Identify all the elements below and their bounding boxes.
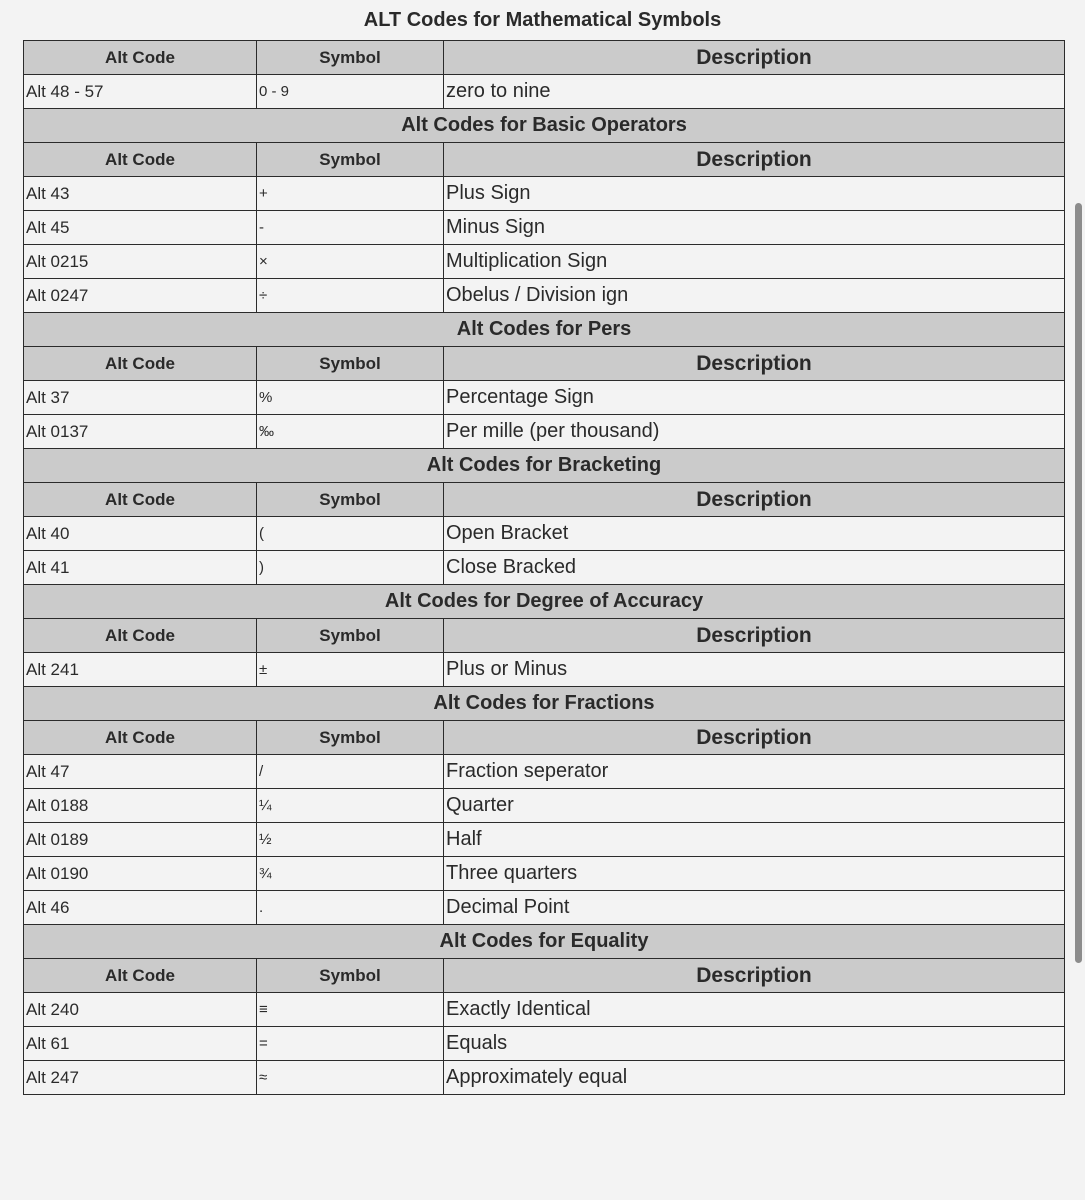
column-header-description: Description (444, 347, 1065, 381)
symbol-cell: 0 - 9 (257, 75, 444, 109)
section-title-row (24, 313, 1065, 347)
alt-code-cell: Alt 247 (24, 1061, 257, 1095)
alt-code-cell: Alt 61 (24, 1027, 257, 1061)
section-title: Alt Codes for Pers (24, 313, 1065, 347)
column-header-row (24, 41, 1065, 75)
column-header-alt-code: Alt Code (24, 619, 257, 653)
alt-code-cell: Alt 45 (24, 211, 257, 245)
column-header-symbol: Symbol (257, 959, 444, 993)
table-row (24, 653, 1065, 687)
column-header-row (24, 347, 1065, 381)
alt-code-cell: Alt 0215 (24, 245, 257, 279)
symbol-cell: × (257, 245, 444, 279)
column-header-description: Description (444, 483, 1065, 517)
column-header-description: Description (444, 721, 1065, 755)
table-row (24, 517, 1065, 551)
alt-code-cell: Alt 0247 (24, 279, 257, 313)
alt-codes-table (23, 40, 1065, 1095)
symbol-cell: ≡ (257, 993, 444, 1027)
description-cell: Plus or Minus (444, 653, 1065, 687)
table-row (24, 415, 1065, 449)
alt-code-cell: Alt 240 (24, 993, 257, 1027)
alt-code-cell: Alt 41 (24, 551, 257, 585)
column-header-symbol: Symbol (257, 483, 444, 517)
alt-code-cell: Alt 0137 (24, 415, 257, 449)
table-row (24, 891, 1065, 925)
section-title: Alt Codes for Basic Operators (24, 109, 1065, 143)
symbol-cell: / (257, 755, 444, 789)
description-cell: Exactly Identical (444, 993, 1065, 1027)
scrollbar-thumb[interactable] (1075, 203, 1082, 963)
table-row (24, 75, 1065, 109)
column-header-row (24, 959, 1065, 993)
alt-code-cell: Alt 0188 (24, 789, 257, 823)
description-cell: Multiplication Sign (444, 245, 1065, 279)
description-cell: Plus Sign (444, 177, 1065, 211)
alt-code-cell: Alt 47 (24, 755, 257, 789)
description-cell: Close Bracked (444, 551, 1065, 585)
section-title-row (24, 925, 1065, 959)
section-title: Alt Codes for Degree of Accuracy (24, 585, 1065, 619)
table-row (24, 177, 1065, 211)
column-header-symbol: Symbol (257, 347, 444, 381)
column-header-row (24, 143, 1065, 177)
column-header-alt-code: Alt Code (24, 347, 257, 381)
section-title-row (24, 585, 1065, 619)
page-title: ALT Codes for Mathematical Symbols (363, 9, 722, 31)
symbol-cell: ½ (257, 823, 444, 857)
column-header-description: Description (444, 143, 1065, 177)
description-cell: Equals (444, 1027, 1065, 1061)
symbol-cell: ‰ (257, 415, 444, 449)
description-cell: Percentage Sign (444, 381, 1065, 415)
table-row (24, 245, 1065, 279)
column-header-alt-code: Alt Code (24, 143, 257, 177)
section-title-row (24, 449, 1065, 483)
scrollbar-track[interactable] (1071, 0, 1085, 1200)
symbol-cell: - (257, 211, 444, 245)
alt-code-cell: Alt 48 - 57 (24, 75, 257, 109)
table-row (24, 1027, 1065, 1061)
column-header-symbol: Symbol (257, 41, 444, 75)
section-title: Alt Codes for Fractions (24, 687, 1065, 721)
alt-code-cell: Alt 37 (24, 381, 257, 415)
alt-code-cell: Alt 46 (24, 891, 257, 925)
column-header-alt-code: Alt Code (24, 959, 257, 993)
column-header-description: Description (444, 41, 1065, 75)
alt-code-cell: Alt 0190 (24, 857, 257, 891)
symbol-cell: ( (257, 517, 444, 551)
description-cell: Three quarters (444, 857, 1065, 891)
table-row (24, 857, 1065, 891)
symbol-cell: ) (257, 551, 444, 585)
table-row (24, 993, 1065, 1027)
column-header-alt-code: Alt Code (24, 483, 257, 517)
column-header-row (24, 619, 1065, 653)
symbol-cell: ÷ (257, 279, 444, 313)
table-row (24, 279, 1065, 313)
description-cell: Decimal Point (444, 891, 1065, 925)
section-title-row (24, 687, 1065, 721)
table-row (24, 1061, 1065, 1095)
description-cell: zero to nine (444, 75, 1065, 109)
description-cell: Fraction seperator (444, 755, 1065, 789)
description-cell: Per mille (per thousand) (444, 415, 1065, 449)
table-row (24, 789, 1065, 823)
section-title: Alt Codes for Bracketing (24, 449, 1065, 483)
table-row (24, 823, 1065, 857)
column-header-row (24, 721, 1065, 755)
description-cell: Open Bracket (444, 517, 1065, 551)
symbol-cell: % (257, 381, 444, 415)
description-cell: Obelus / Division ign (444, 279, 1065, 313)
column-header-symbol: Symbol (257, 143, 444, 177)
column-header-description: Description (444, 959, 1065, 993)
alt-code-cell: Alt 241 (24, 653, 257, 687)
table-row (24, 551, 1065, 585)
symbol-cell: + (257, 177, 444, 211)
table-row (24, 381, 1065, 415)
column-header-alt-code: Alt Code (24, 721, 257, 755)
section-title: Alt Codes for Equality (24, 925, 1065, 959)
alt-code-cell: Alt 0189 (24, 823, 257, 857)
symbol-cell: ¼ (257, 789, 444, 823)
alt-code-cell: Alt 43 (24, 177, 257, 211)
table-row (24, 755, 1065, 789)
symbol-cell: = (257, 1027, 444, 1061)
column-header-alt-code: Alt Code (24, 41, 257, 75)
description-cell: Half (444, 823, 1065, 857)
symbol-cell: ± (257, 653, 444, 687)
column-header-row (24, 483, 1065, 517)
table-body (24, 41, 1065, 1095)
description-cell: Approximately equal (444, 1061, 1065, 1095)
symbol-cell: ¾ (257, 857, 444, 891)
description-cell: Quarter (444, 789, 1065, 823)
column-header-description: Description (444, 619, 1065, 653)
symbol-cell: . (257, 891, 444, 925)
symbol-cell: ≈ (257, 1061, 444, 1095)
alt-code-cell: Alt 40 (24, 517, 257, 551)
table-row (24, 211, 1065, 245)
column-header-symbol: Symbol (257, 721, 444, 755)
column-header-symbol: Symbol (257, 619, 444, 653)
section-title-row (24, 109, 1065, 143)
description-cell: Minus Sign (444, 211, 1065, 245)
